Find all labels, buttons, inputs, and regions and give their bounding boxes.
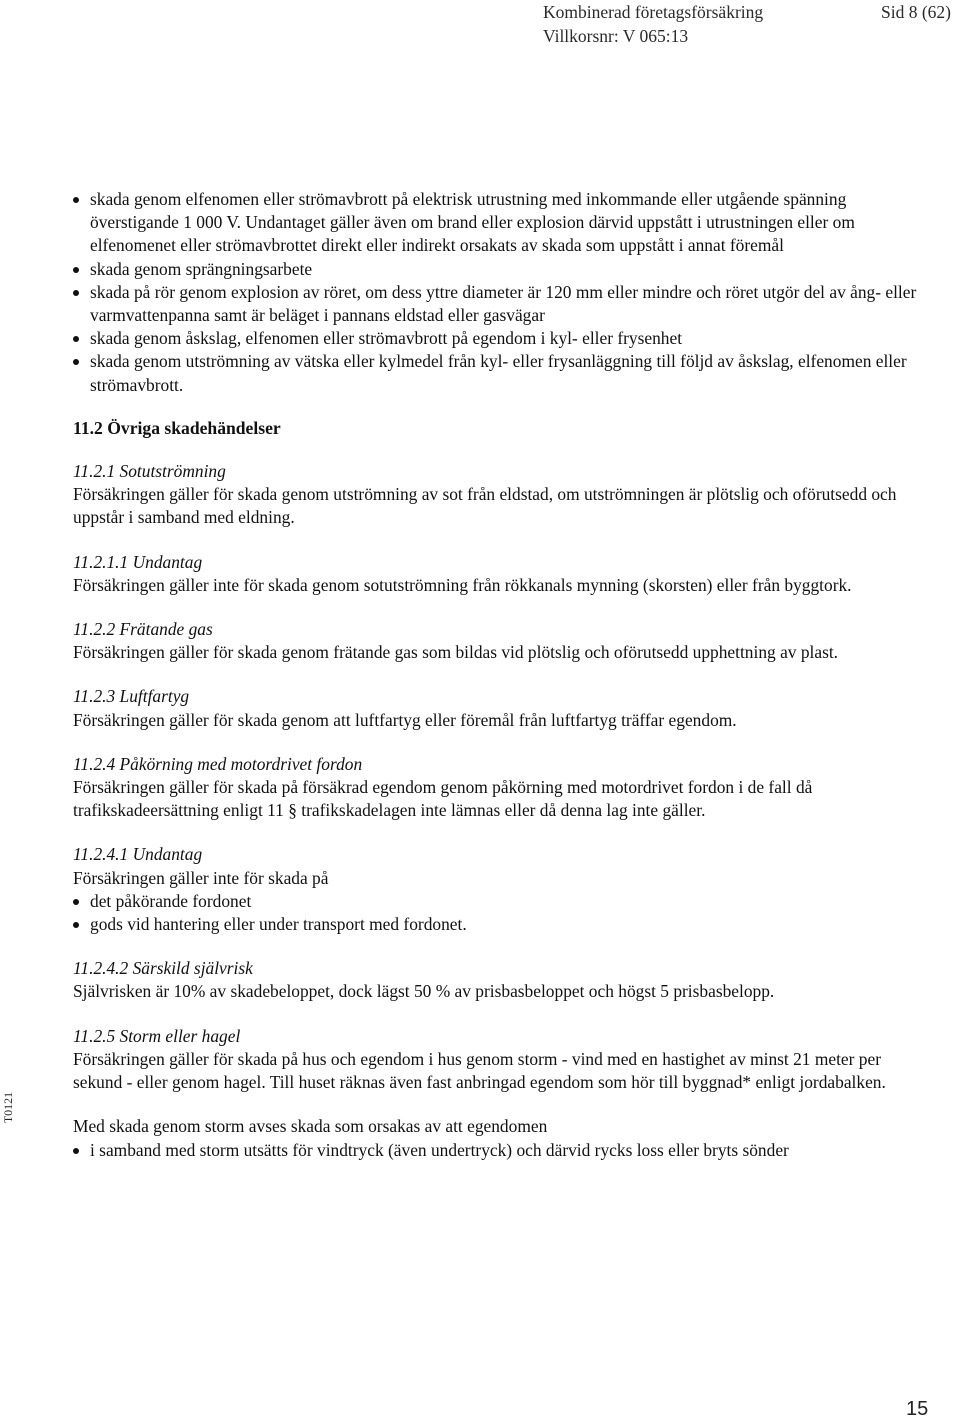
list-item: skada på rör genom explosion av röret, om dess yttre diameter är 120 mm eller mindre och röret utgör del av ång- eller varmvattenpanna samt är beläget i pannans eldstad eller gasvägar xyxy=(73,281,923,327)
section-fratande-gas xyxy=(73,618,923,664)
paragraph: Försäkringen gäller för skada genom frätande gas som bildas vid plötslig och oförutsedd upphettning av plast. xyxy=(73,642,839,663)
document-title: Kombinerad företagsförsäkring xyxy=(543,2,764,22)
document-body xyxy=(73,188,923,1162)
section-storm-definition xyxy=(73,1115,923,1161)
section-sotutstromning xyxy=(73,460,923,530)
section-undantag-sot xyxy=(73,551,923,597)
section-sjalvrisk xyxy=(73,957,923,1003)
bullet-list-undantag xyxy=(73,890,923,936)
paragraph: Försäkringen gäller för skada på försäkrad egendom genom påkörning med motordrivet fordon i de fall då trafikskadeersättning enligt 11 § trafikskadelagen inte lämnas eller då denna lag inte gäller. xyxy=(73,777,813,821)
paragraph: Försäkringen gäller inte för skada genom sotutströmning från rökkanals mynning (skorsten) eller från byggtork. xyxy=(73,574,852,595)
list-item: skada genom utströmning av vätska eller kylmedel från kyl- eller frysanläggning till följd av åskslag, elfenomen eller strömavbrott. xyxy=(73,350,923,396)
subsection-heading: 11.2.5 Storm eller hagel xyxy=(73,1025,241,1046)
subsection-heading: 11.2.4 Påkörning med motordrivet fordon xyxy=(73,753,363,774)
page-number: 15 xyxy=(906,1398,929,1420)
subsection-heading: 11.2.4.1 Undantag xyxy=(73,844,203,865)
document-header xyxy=(543,0,763,48)
paragraph: Försäkringen gäller för skada genom utströmning av sot från eldstad, om utströmningen är plötslig och oförutsedd och uppstår i samband med eldning. xyxy=(73,484,897,528)
paragraph: Försäkringen gäller för skada på hus och egendom i hus genom storm - vind med en hastighet av minst 21 meter per sekund - eller genom hagel. Till huset räknas även fast anbringad egendom som hör till byggnad* enligt jordabalken. xyxy=(73,1048,886,1093)
subsection-heading: 11.2.4.2 Särskild självrisk xyxy=(73,958,253,979)
list-item: skada genom elfenomen eller strömavbrott på elektrisk utrustning med inkommande eller utgående spänning överstigande 1 000 V. Undantaget gäller även om brand eller explosion därvid uppstått i utrustningen eller om elfenomenet eller strömavbrottet direkt eller indirekt orsakats av skada som uppstått i annat föremål xyxy=(73,188,923,258)
bullet-list-storm xyxy=(73,1139,923,1162)
list-item: skada genom åskslag, elfenomen eller strömavbrott på egendom i kyl- eller frysenhet xyxy=(73,327,923,350)
paragraph: Med skada genom storm avses skada som orsakas av att egendomen xyxy=(73,1116,548,1137)
subsection-heading: 11.2.2 Frätande gas xyxy=(73,619,213,640)
page-indicator: Sid 8 (62) xyxy=(881,2,951,22)
list-item: det påkörande fordonet xyxy=(73,890,923,913)
bullet-list-top xyxy=(73,188,923,397)
list-item: gods vid hantering eller under transport med fordonet. xyxy=(73,913,923,936)
terms-number: Villkorsnr: V 065:13 xyxy=(543,26,689,46)
subsection-heading: 11.2.1.1 Undantag xyxy=(73,551,203,572)
section-undantag-fordon xyxy=(73,843,923,936)
subsection-heading: 11.2.1 Sotutströmning xyxy=(73,461,226,482)
list-item: i samband med storm utsätts för vindtryck (även undertryck) och därvid rycks loss eller bryts sönder xyxy=(73,1139,923,1162)
document-code: T0121 xyxy=(1,1091,16,1124)
section-heading: 11.2 Övriga skadehändelser xyxy=(73,417,281,438)
list-item: skada genom sprängningsarbete xyxy=(73,258,923,281)
paragraph: Försäkringen gäller för skada genom att luftfartyg eller föremål från luftfartyg träffar egendom. xyxy=(73,709,737,730)
section-pakorning xyxy=(73,753,923,823)
subsection-heading: 11.2.3 Luftfartyg xyxy=(73,686,190,707)
paragraph: Självrisken är 10% av skadebeloppet, dock lägst 50 % av prisbasbeloppet och högst 5 prisbasbelopp. xyxy=(73,981,775,1002)
section-storm-hagel xyxy=(73,1025,923,1095)
paragraph: Försäkringen gäller inte för skada på xyxy=(73,867,329,888)
section-luftfartyg xyxy=(73,685,923,731)
